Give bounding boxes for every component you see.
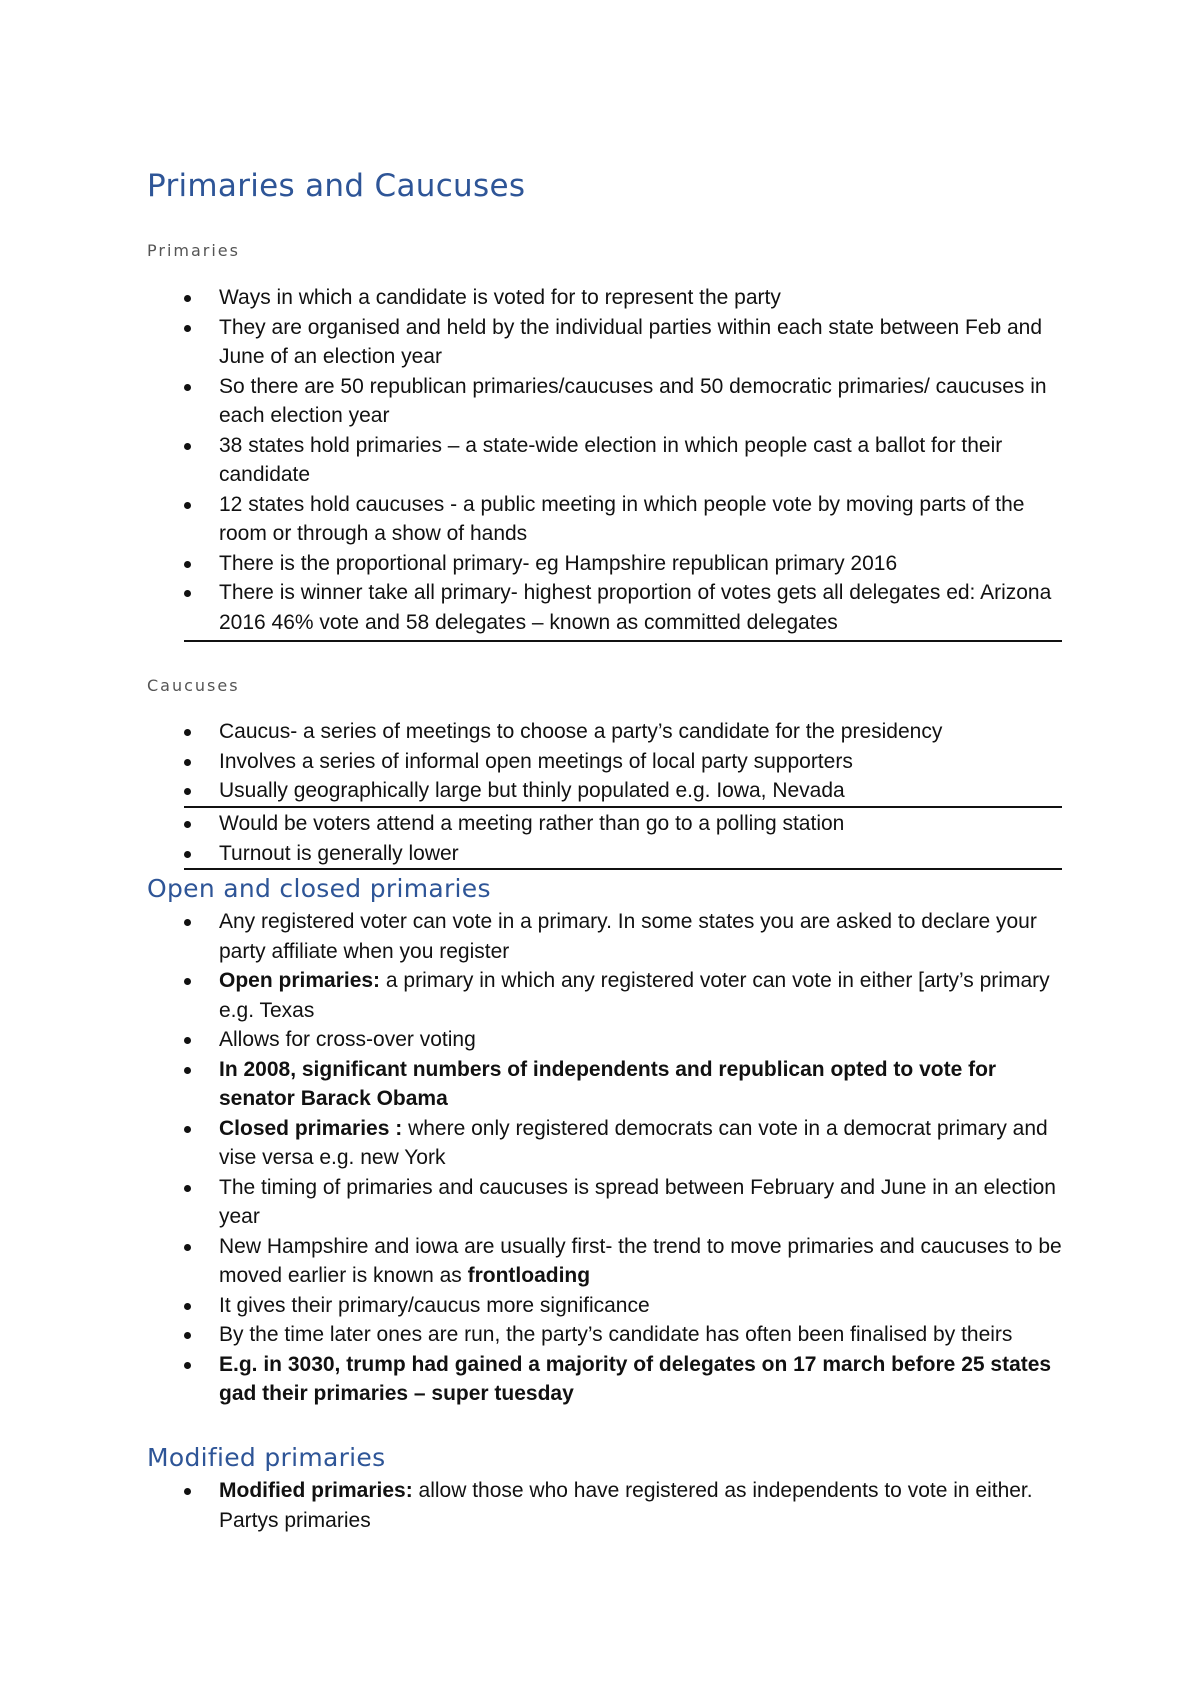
page-title: Primaries and Caucuses [147, 168, 526, 204]
list-item: They are organised and held by the individual parties within each state between Feb and June of an election year [0, 313, 1069, 372]
bullet-icon [184, 851, 191, 858]
bullet-icon [184, 729, 191, 736]
primaries-heading: Primaries [147, 241, 240, 260]
list-item: In 2008, significant numbers of independents and republican opted to vote for senator Barack Obama [0, 1055, 1069, 1114]
primaries-list [0, 283, 1200, 637]
list-item: There is the proportional primary- eg Hampshire republican primary 2016 [0, 549, 1069, 579]
list-item: Involves a series of informal open meetings of local party supporters [0, 747, 1069, 777]
list-item: By the time later ones are run, the party’s candidate has often been finalised by theirs [0, 1320, 1069, 1350]
bullet-icon [184, 1332, 191, 1339]
bullet-icon [184, 384, 191, 391]
list-item: Caucus- a series of meetings to choose a party’s candidate for the presidency [0, 717, 1069, 747]
list-item: 12 states hold caucuses - a public meeting in which people vote by moving parts of the room or through a show of hands [0, 490, 1069, 549]
bullet-icon [184, 1488, 191, 1495]
divider [184, 640, 1062, 642]
list-item: New Hampshire and iowa are usually first- the trend to move primaries and caucuses to be moved earlier is known as frontloading [0, 1232, 1069, 1291]
list-item: Usually geographically large but thinly populated e.g. Iowa, Nevada [0, 776, 1069, 806]
bullet-icon [184, 1303, 191, 1310]
bullet-icon [184, 502, 191, 509]
bullet-icon [184, 919, 191, 926]
bullet-icon [184, 821, 191, 828]
open-closed-list [0, 907, 1200, 1409]
list-item: Turnout is generally lower [0, 839, 1069, 869]
bullet-icon [184, 788, 191, 795]
bullet-icon [184, 1244, 191, 1251]
bullet-icon [184, 978, 191, 985]
list-item: There is winner take all primary- highest proportion of votes gets all delegates ed: Arizona 2016 46% vote and 58 delegates – known as committed delegates [0, 578, 1069, 637]
divider [184, 806, 1062, 808]
list-item: Would be voters attend a meeting rather than go to a polling station [0, 809, 1069, 839]
bullet-icon [184, 759, 191, 766]
bullet-icon [184, 561, 191, 568]
bullet-icon [184, 443, 191, 450]
divider [184, 868, 1062, 870]
list-item: So there are 50 republican primaries/caucuses and 50 democratic primaries/ caucuses in each election year [0, 372, 1069, 431]
open-closed-heading: Open and closed primaries [147, 874, 491, 903]
list-item: Modified primaries: allow those who have registered as independents to vote in either. Partys primaries [0, 1476, 1069, 1535]
list-item: Any registered voter can vote in a primary. In some states you are asked to declare your party affiliate when you register [0, 907, 1069, 966]
bullet-icon [184, 295, 191, 302]
bullet-icon [184, 590, 191, 597]
list-item: Open primaries: a primary in which any registered voter can vote in either [arty’s primary e.g. Texas [0, 966, 1069, 1025]
bullet-icon [184, 325, 191, 332]
caucuses-heading: Caucuses [147, 676, 240, 695]
list-item: Allows for cross-over voting [0, 1025, 1069, 1055]
bullet-icon [184, 1185, 191, 1192]
caucuses-list-continued [0, 809, 1200, 868]
list-item: Ways in which a candidate is voted for to represent the party [0, 283, 1069, 313]
bullet-icon [184, 1037, 191, 1044]
bullet-icon [184, 1362, 191, 1369]
caucuses-list [0, 717, 1200, 806]
list-item: The timing of primaries and caucuses is spread between February and June in an election year [0, 1173, 1069, 1232]
list-item: E.g. in 3030, trump had gained a majority of delegates on 17 march before 25 states gad their primaries – super tuesday [0, 1350, 1069, 1409]
list-item: 38 states hold primaries – a state-wide election in which people cast a ballot for their candidate [0, 431, 1069, 490]
list-item: Closed primaries : where only registered democrats can vote in a democrat primary and vise versa e.g. new York [0, 1114, 1069, 1173]
modified-primaries-list [0, 1476, 1200, 1535]
bullet-icon [184, 1126, 191, 1133]
modified-primaries-heading: Modified primaries [147, 1443, 386, 1472]
list-item: It gives their primary/caucus more significance [0, 1291, 1069, 1321]
bullet-icon [184, 1067, 191, 1074]
